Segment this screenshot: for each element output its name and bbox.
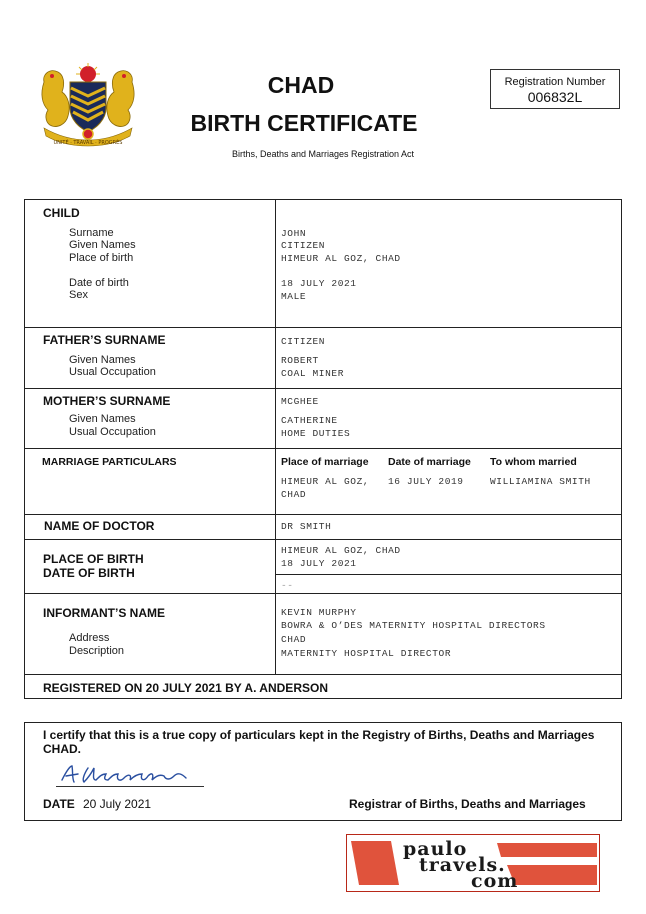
- marriage-place-value-line2: CHAD: [281, 489, 307, 500]
- row-divider: [25, 593, 621, 594]
- father-section-title: FATHER’S SURNAME: [43, 333, 166, 347]
- father-surname-value: CITIZEN: [281, 336, 326, 347]
- row-divider: [25, 514, 621, 515]
- signature-line: [56, 786, 204, 787]
- father-occupation-value: COAL MINER: [281, 368, 345, 379]
- sex-label: Sex: [69, 289, 88, 301]
- mother-occupation-value: HOME DUTIES: [281, 428, 351, 439]
- marriage-spouse-value: WILLIAMINA SMITH: [490, 476, 591, 487]
- informant-section-title: INFORMANT’S NAME: [43, 606, 165, 620]
- birth-place-value: HIMEUR AL GOZ, CHAD: [281, 545, 401, 556]
- watermark-line1: paulo: [403, 838, 468, 860]
- registrar-signature: [56, 758, 206, 788]
- certification-date: 20 July 2021: [83, 797, 152, 811]
- date-of-birth-label: Date of birth: [69, 277, 129, 289]
- father-given-names-value: ROBERT: [281, 355, 319, 366]
- informant-address-label: Address: [69, 632, 110, 644]
- registrar-title: Registrar of Births, Deaths and Marriages: [349, 797, 586, 811]
- registration-label: Registration Number: [504, 76, 606, 88]
- certification-statement-line2: CHAD.: [43, 742, 81, 756]
- document-title: BIRTH CERTIFICATE: [190, 110, 418, 136]
- child-surname-value: JOHN: [281, 228, 307, 239]
- row-divider: [25, 539, 621, 540]
- registration-number-box: [490, 69, 620, 109]
- child-section-title: CHILD: [43, 206, 80, 220]
- country-title: CHAD: [267, 72, 335, 98]
- mother-occupation-label: Usual Occupation: [69, 426, 156, 438]
- doctor-name-value: DR SMITH: [281, 521, 332, 532]
- place-of-marriage-header: Place of marriage: [281, 456, 369, 468]
- mother-given-names-label: Given Names: [69, 413, 136, 425]
- marriage-section-title: MARRIAGE PARTICULARS: [42, 456, 177, 468]
- informant-address-value-line2: CHAD: [281, 634, 307, 645]
- row-divider: [25, 388, 621, 389]
- child-given-names-value: CITIZEN: [281, 240, 326, 251]
- mother-given-names-value: CATHERINE: [281, 415, 338, 426]
- registered-statement: REGISTERED ON 20 JULY 2021 BY A. ANDERSON: [43, 681, 328, 695]
- certification-statement: I certify that this is a true copy of particulars kept in the Registry of Births, Deaths and Marriages: [43, 728, 595, 742]
- date-of-birth-section-title: DATE OF BIRTH: [43, 566, 135, 580]
- svg-text:UNITÉ · TRAVAIL · PROGRÈS: UNITÉ · TRAVAIL · PROGRÈS: [53, 140, 123, 146]
- marriage-date-value: 16 JULY 2019: [388, 476, 464, 487]
- father-given-names-label: Given Names: [69, 354, 136, 366]
- date-of-marriage-header: Date of marriage: [388, 456, 471, 468]
- informant-description-label: Description: [69, 645, 125, 657]
- column-divider: [275, 200, 276, 674]
- child-place-of-birth-value: HIMEUR AL GOZ, CHAD: [281, 253, 401, 264]
- registration-act: Births, Deaths and Marriages Registration Act: [231, 149, 415, 159]
- surname-label: Surname: [69, 227, 114, 239]
- mother-section-title: MOTHER’S SURNAME: [43, 394, 171, 408]
- sub-row-divider: [276, 574, 621, 575]
- row-divider: [25, 674, 621, 675]
- registration-number: 006832L: [527, 89, 583, 105]
- marriage-place-value: HIMEUR AL GOZ,: [281, 476, 370, 487]
- mother-surname-value: MCGHEE: [281, 396, 319, 407]
- birth-date-value: 18 JULY 2021: [281, 558, 357, 569]
- child-date-of-birth-value: 18 JULY 2021: [281, 278, 357, 289]
- watermark-line3: com: [471, 870, 519, 892]
- to-whom-married-header: To whom married: [490, 456, 577, 468]
- informant-description-value: MATERNITY HOSPITAL DIRECTOR: [281, 648, 452, 659]
- birth-extra-value: --: [281, 580, 294, 591]
- place-of-birth-label: Place of birth: [69, 252, 134, 264]
- given-names-label: Given Names: [69, 239, 136, 251]
- father-occupation-label: Usual Occupation: [69, 366, 156, 378]
- doctor-section-title: NAME OF DOCTOR: [44, 519, 155, 533]
- watermark-line2: travels.: [419, 854, 506, 876]
- informant-address-value: BOWRA & O’DES MATERNITY HOSPITAL DIRECTORS: [281, 620, 546, 631]
- place-of-birth-section-title: PLACE OF BIRTH: [43, 552, 144, 566]
- date-label: DATE: [43, 797, 75, 811]
- row-divider: [25, 327, 621, 328]
- row-divider: [25, 448, 621, 449]
- informant-name-value: KEVIN MURPHY: [281, 607, 357, 618]
- child-sex-value: MALE: [281, 291, 307, 302]
- paulo-travels-watermark: [346, 834, 600, 892]
